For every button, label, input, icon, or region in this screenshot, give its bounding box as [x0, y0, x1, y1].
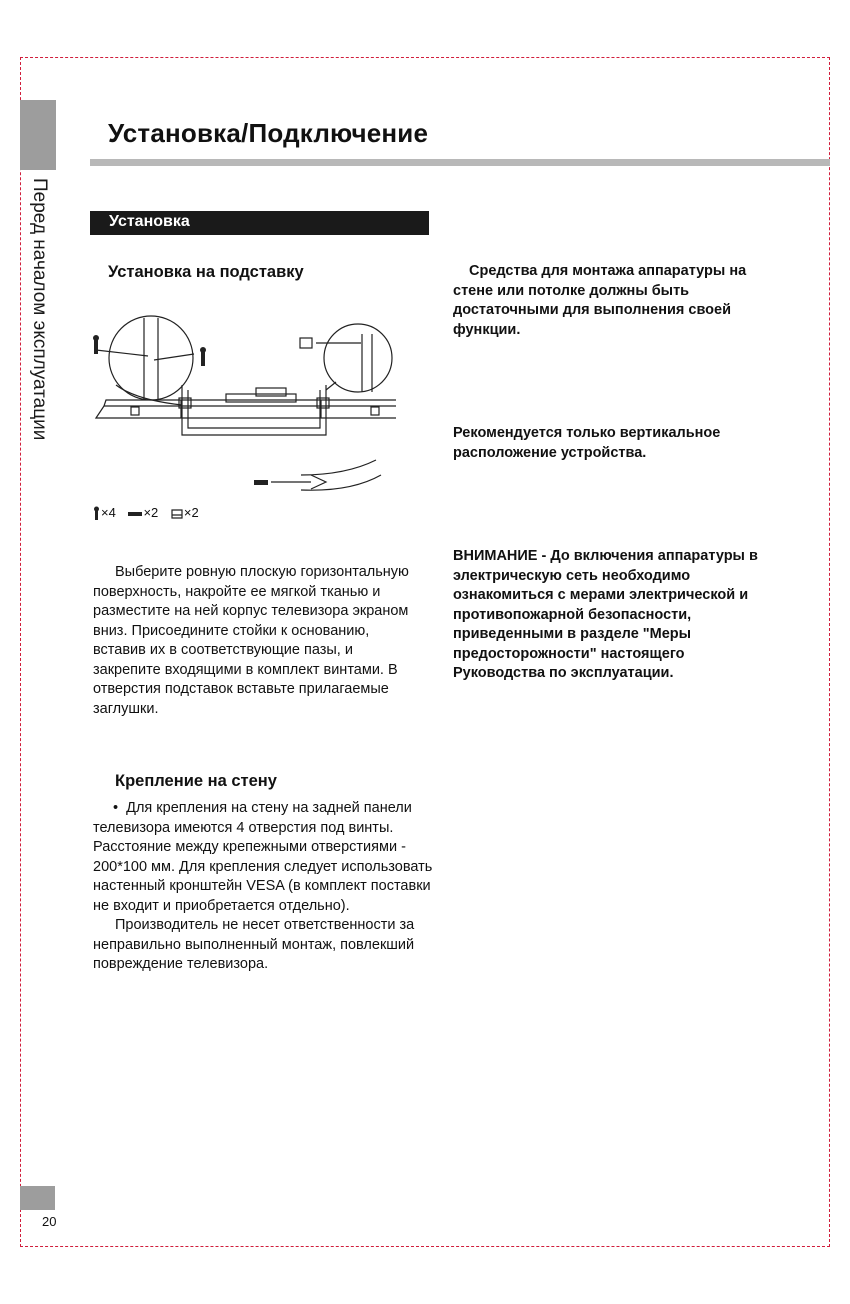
screw-count: ×4 — [101, 505, 116, 520]
leg-count: ×2 — [143, 505, 159, 520]
stand-heading: Установка на подставку — [108, 263, 304, 281]
screw-icon — [93, 506, 101, 522]
warning-note-text: ВНИМАНИЕ - До включения аппаратуры в электрическую сеть необходимо ознакомиться с мерами электрической и противопожарной безопасности, приведенными в разделе "Меры предосторожности" настоящего Руководства по эксплуатации. — [453, 548, 758, 681]
page-number-box — [20, 1186, 55, 1210]
page-number: 20 — [42, 1214, 57, 1229]
warning-note — [453, 547, 765, 684]
wall-para-2: Производитель не несет ответственности за неправильно выполненный монтаж, повлекший повреждение телевизора. — [93, 917, 415, 972]
wall-para-1: Для крепления на стену на задней панели телевизора имеются 4 отверстия под винты. Расстояние между крепежными отверстиями - 200*100 мм. Для крепления следует использовать настенный кронштейн VESA (в комплект поставки не входит и приобретается отдельно). — [93, 800, 433, 914]
section-bar — [90, 211, 429, 235]
page-title: Установка/Подключение — [108, 118, 429, 148]
mounting-note — [453, 262, 783, 340]
wall-instructions — [93, 799, 433, 975]
mounting-note-text: Средства для монтажа аппаратуры на стене или потолке должны быть достаточными для выполнения своей функции. — [453, 263, 747, 338]
stand-instructions-text: Выберите ровную плоскую горизонтальную поверхность, накройте ее мягкой тканью и разместите на ней корпус телевизора экраном вниз. Присоедините стойки к основанию, вставив их в соответствующие пазы, и закрепите входящими в комплект винтами. В отверстия подставок вставьте прилагаемые заглушки. — [93, 564, 409, 717]
stand-installation-illustration — [86, 310, 396, 525]
cap-count: ×2 — [183, 505, 199, 520]
vertical-note — [453, 424, 773, 463]
section-label: Установка — [109, 213, 190, 230]
bullet: • — [113, 800, 119, 816]
side-label: Перед началом эксплуатации — [29, 178, 50, 441]
leg-icon — [127, 510, 143, 518]
parts-legend — [93, 505, 199, 522]
side-tab — [20, 100, 56, 170]
cap-icon — [170, 508, 184, 520]
vertical-note-text: Рекомендуется только вертикальное расположение устройства. — [453, 425, 721, 461]
wall-heading: Крепление на стену — [115, 772, 277, 790]
stand-instructions — [93, 563, 423, 719]
title-rule — [90, 159, 830, 166]
